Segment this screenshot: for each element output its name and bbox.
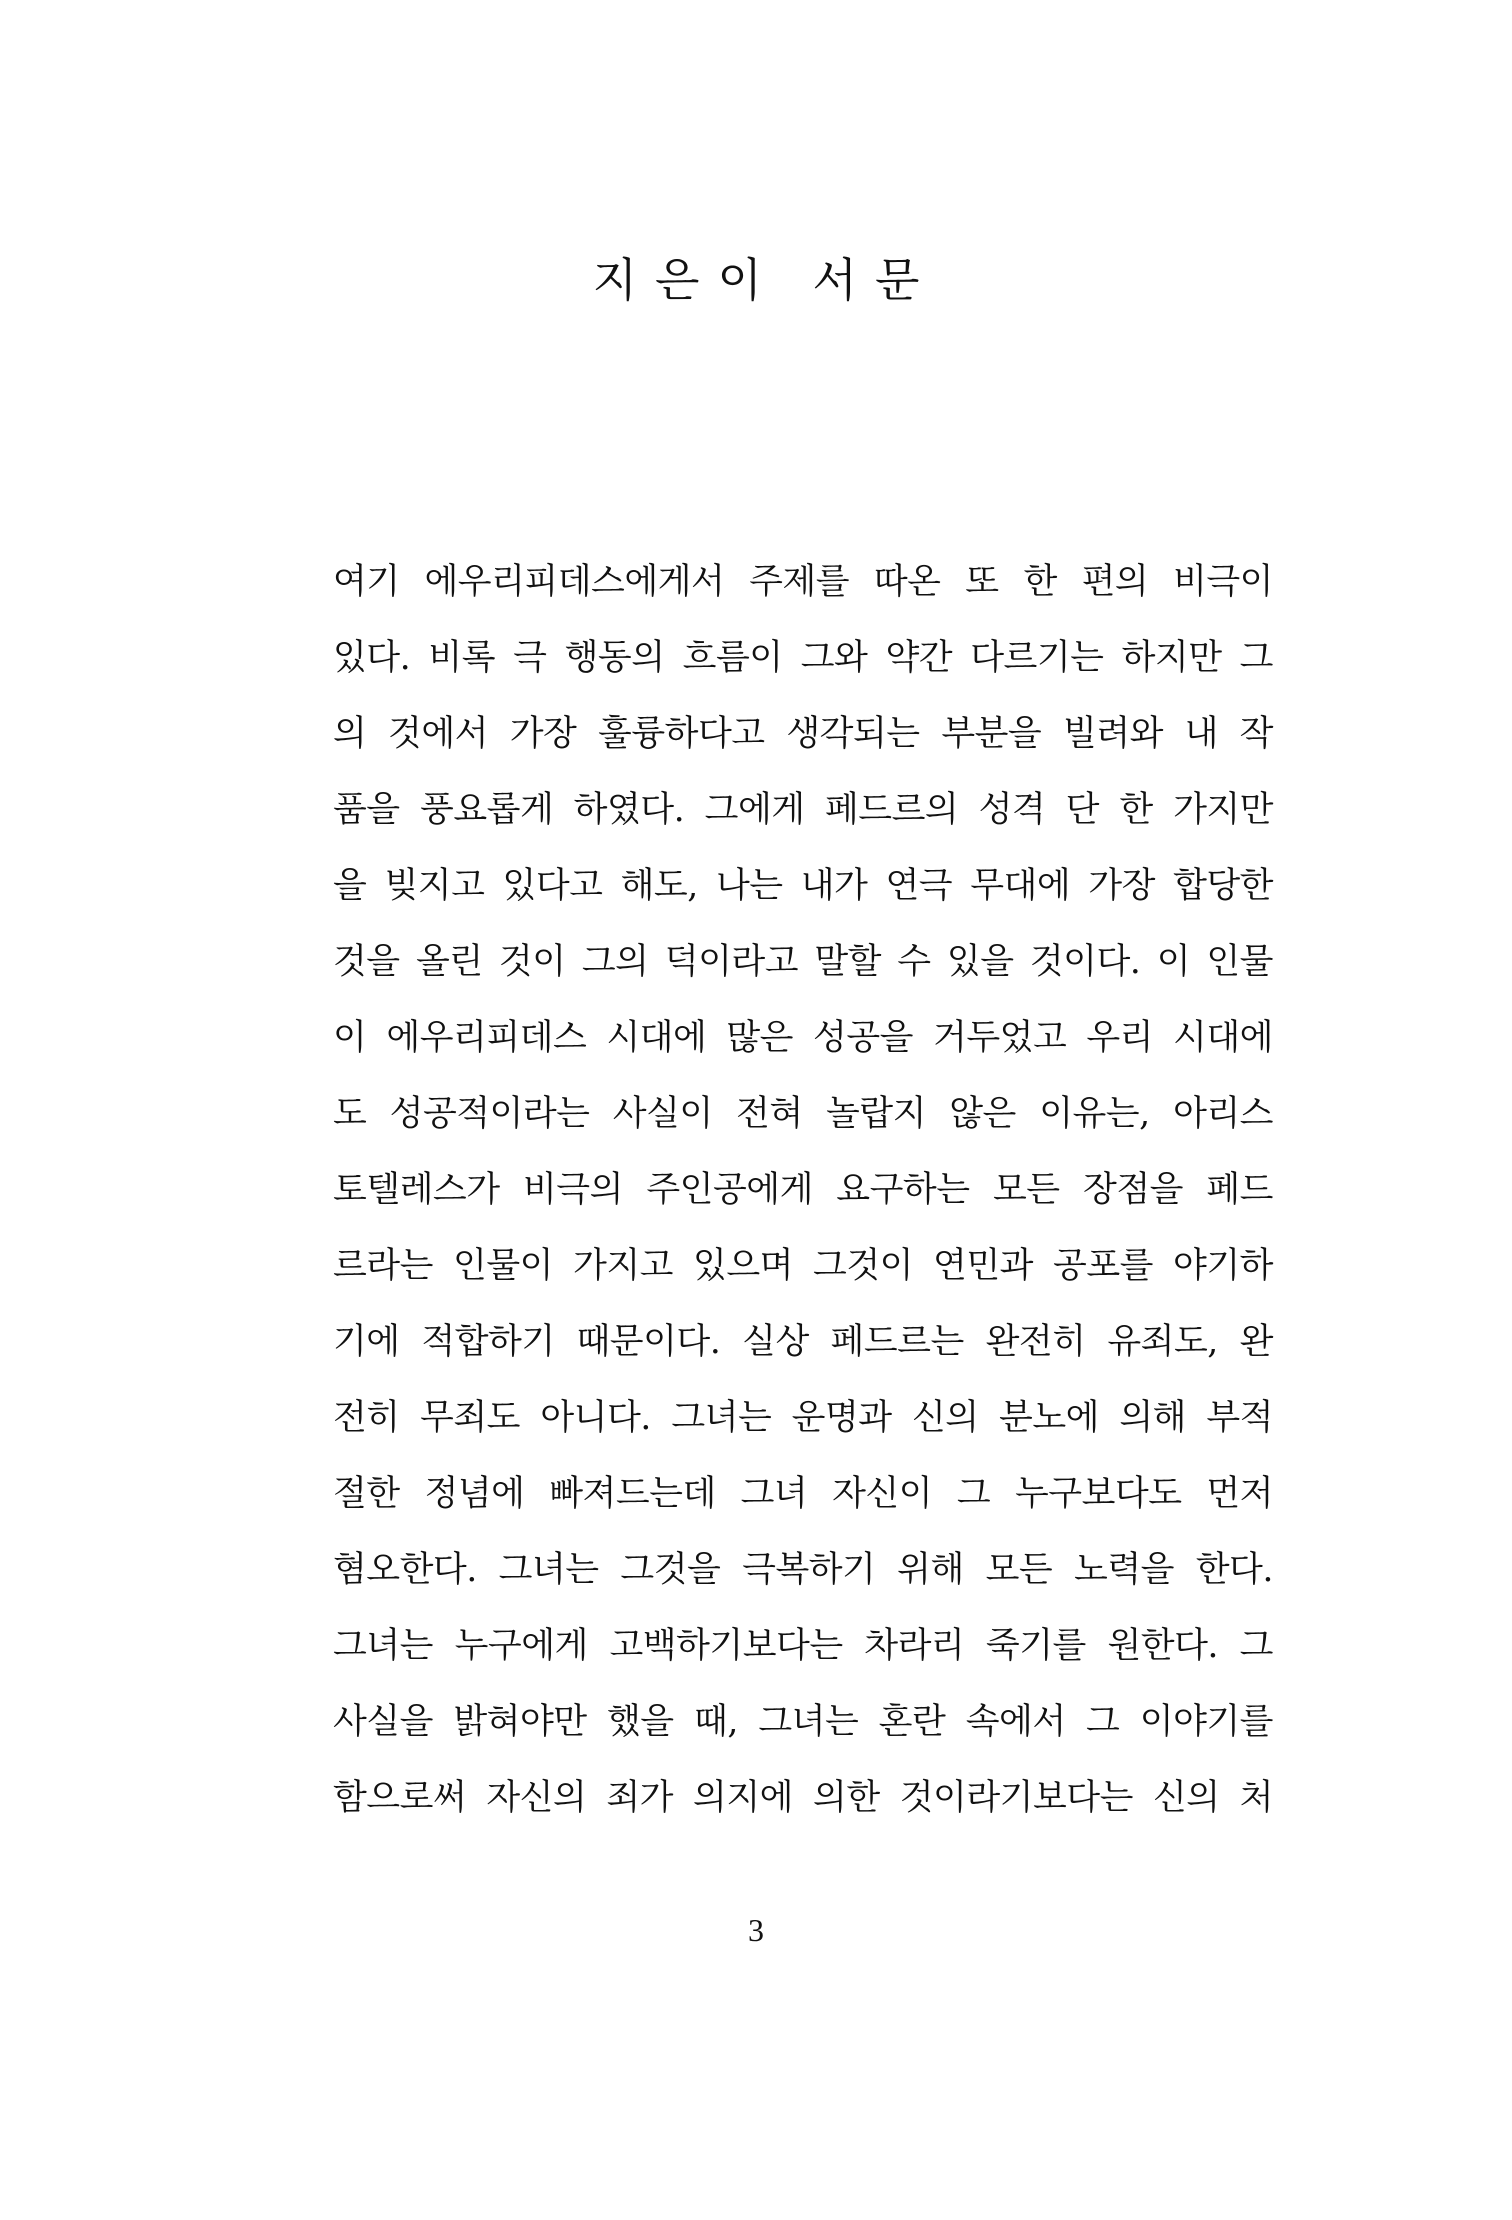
text-line: 절한 정념에 빠져드는데 그녀 자신이 그 누구보다도 먼저 (333, 1474, 1273, 1514)
text-line: 기에 적합하기 때문이다. 실상 페드르는 완전히 유죄도, 완 (333, 1322, 1273, 1362)
page-number: 3 (748, 1912, 764, 1948)
text-line: 여기 에우리피데스에게서 주제를 따온 또 한 편의 비극이 (333, 562, 1273, 602)
text-line: 을 빚지고 있다고 해도, 나는 내가 연극 무대에 가장 합당한 (333, 866, 1273, 906)
text-line: 것을 올린 것이 그의 덕이라고 말할 수 있을 것이다. 이 인물 (333, 942, 1273, 982)
text-line: 있다. 비록 극 행동의 흐름이 그와 약간 다르기는 하지만 그 (333, 638, 1273, 678)
body-paragraph (333, 554, 1273, 1846)
text-line: 전히 무죄도 아니다. 그녀는 운명과 신의 분노에 의해 부적 (333, 1398, 1273, 1438)
text-line: 이 에우리피데스 시대에 많은 성공을 거두었고 우리 시대에 (333, 1018, 1273, 1058)
text-line: 사실을 밝혀야만 했을 때, 그녀는 혼란 속에서 그 이야기를 (333, 1702, 1273, 1742)
text-line: 품을 풍요롭게 하였다. 그에게 페드르의 성격 단 한 가지만 (333, 790, 1273, 830)
text-line: 그녀는 누구에게 고백하기보다는 차라리 죽기를 원한다. 그 (333, 1626, 1273, 1666)
text-line: 르라는 인물이 가지고 있으며 그것이 연민과 공포를 야기하 (333, 1246, 1273, 1286)
text-line: 혐오한다. 그녀는 그것을 극복하기 위해 모든 노력을 한다. (333, 1550, 1273, 1590)
chapter-title: 지은이 서문 (592, 253, 938, 307)
text-line: 의 것에서 가장 훌륭하다고 생각되는 부분을 빌려와 내 작 (333, 714, 1273, 754)
text-line: 도 성공적이라는 사실이 전혀 놀랍지 않은 이유는, 아리스 (333, 1094, 1273, 1134)
text-line: 토텔레스가 비극의 주인공에게 요구하는 모든 장점을 페드 (333, 1170, 1273, 1210)
text-line: 함으로써 자신의 죄가 의지에 의한 것이라기보다는 신의 처 (333, 1778, 1273, 1818)
